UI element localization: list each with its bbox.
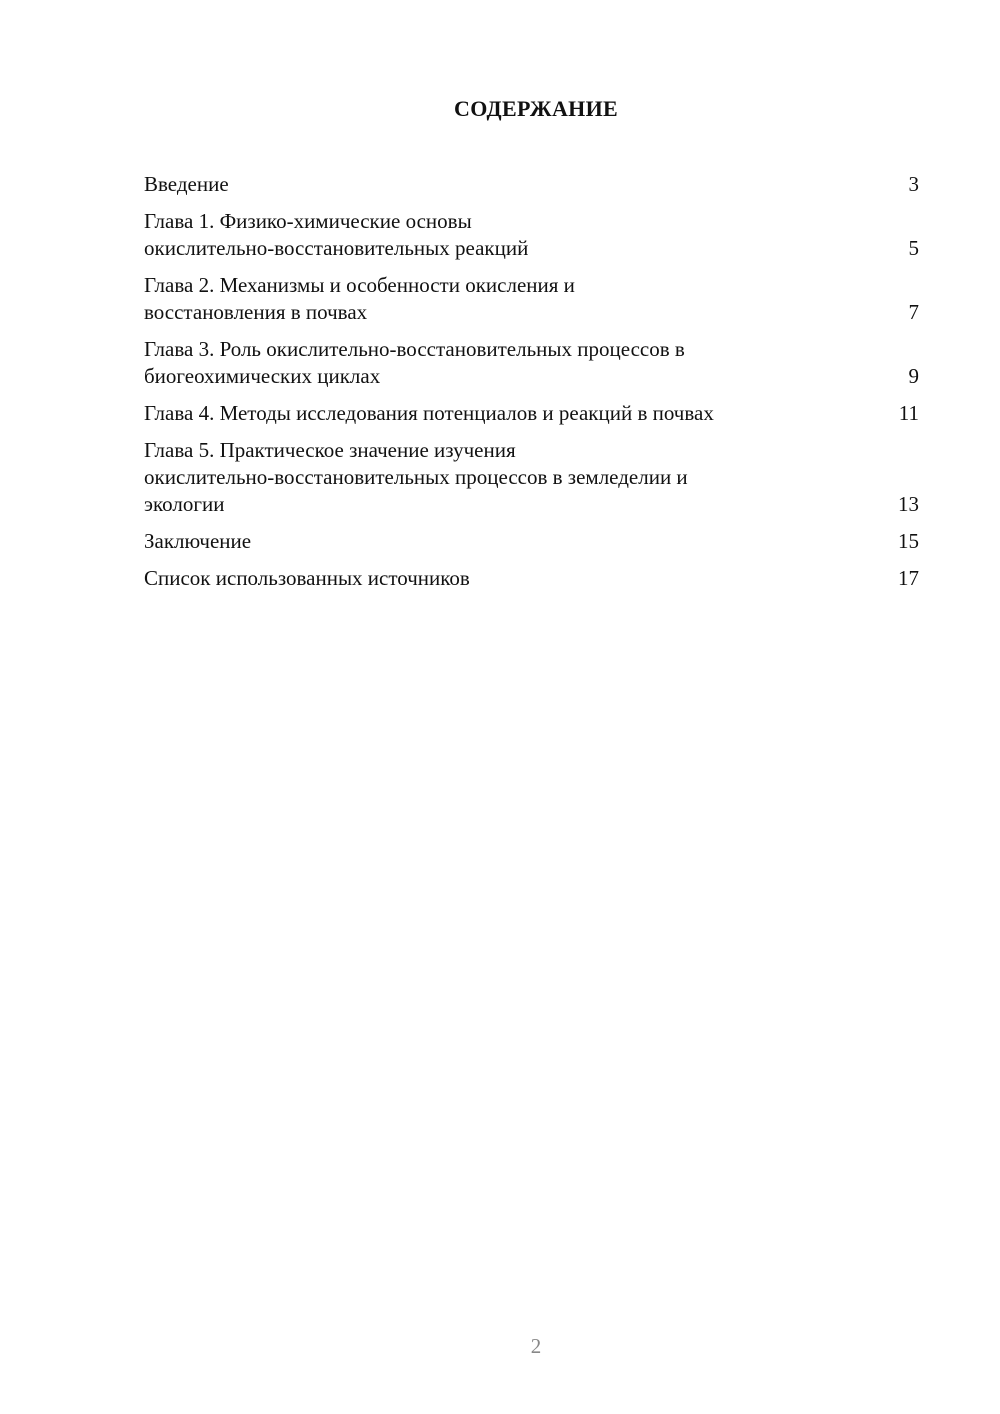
toc-line: восстановления в почвах: [144, 300, 368, 324]
toc-entry-references[interactable]: [144, 565, 919, 592]
toc-entry-text: [144, 272, 844, 326]
toc-entry-conclusion[interactable]: [144, 528, 919, 555]
toc-line: Глава 3. Роль окислительно-восстановительных процессов в: [144, 337, 685, 361]
toc-line: Список использованных источников: [144, 566, 470, 590]
toc-page-number: 13: [898, 492, 919, 516]
toc-entry-chapter-1[interactable]: [144, 208, 919, 262]
page-title: СОДЕРЖАНИЕ: [454, 96, 618, 121]
toc-entry-chapter-3[interactable]: [144, 336, 919, 390]
toc-entry-text: [144, 208, 844, 262]
toc-page-number: 9: [908, 364, 919, 388]
toc-line: окислительно-восстановительных процессов в земледелии и: [144, 465, 688, 489]
page-footer-number: 2: [530, 1334, 542, 1358]
toc-line: Заключение: [144, 529, 252, 553]
toc-entry-text: [144, 171, 844, 198]
toc-page-number: 17: [898, 566, 919, 590]
toc-entry-chapter-4[interactable]: [144, 400, 919, 427]
toc-page-number: 15: [898, 529, 919, 553]
toc-line: Глава 4. Методы исследования потенциалов и реакций в почвах: [144, 401, 714, 425]
toc-entry-text: [144, 400, 844, 427]
toc-entry-chapter-5[interactable]: [144, 437, 919, 518]
toc-page-number: 3: [908, 172, 919, 196]
toc-entry-text: [144, 437, 844, 518]
toc-page-number: 11: [898, 401, 919, 425]
toc-page-number: 5: [908, 236, 919, 260]
toc-line: экологии: [144, 492, 225, 516]
toc-entry-text: [144, 565, 844, 592]
toc-entry-chapter-2[interactable]: [144, 272, 919, 326]
toc-page-number: 7: [908, 300, 919, 324]
toc-line: Глава 2. Механизмы и особенности окисления и: [144, 273, 575, 297]
table-of-contents: [144, 171, 919, 602]
toc-entry-introduction[interactable]: [144, 171, 919, 198]
toc-line: Введение: [144, 172, 229, 196]
toc-entry-text: [144, 528, 844, 555]
toc-line: биогеохимических циклах: [144, 364, 381, 388]
toc-line: Глава 5. Практическое значение изучения: [144, 438, 516, 462]
toc-entry-text: [144, 336, 844, 390]
toc-line: Глава 1. Физико-химические основы: [144, 209, 472, 233]
toc-line: окислительно-восстановительных реакций: [144, 236, 529, 260]
